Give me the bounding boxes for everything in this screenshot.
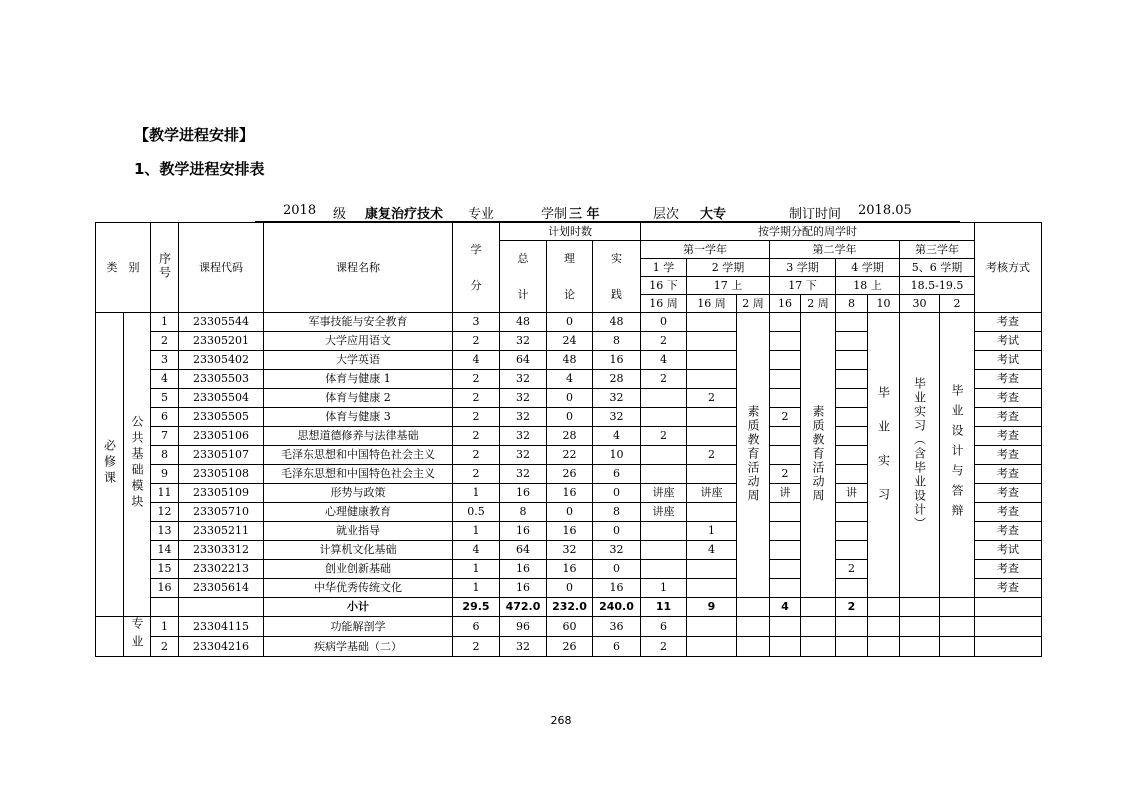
cell-sem3 bbox=[770, 560, 801, 579]
cell-code: 23304216 bbox=[179, 637, 264, 657]
cell-code: 23304115 bbox=[179, 617, 264, 637]
cell-exam: 考试 bbox=[975, 541, 1042, 560]
subtotal-exam bbox=[975, 598, 1042, 617]
cell-seq: 12 bbox=[151, 503, 179, 522]
cell-practice: 32 bbox=[593, 541, 641, 560]
cell-exam: 考查 bbox=[975, 408, 1042, 427]
cell-sem4 bbox=[836, 427, 868, 446]
subtotal-sem1: 11 bbox=[641, 598, 687, 617]
cell-credit: 0.5 bbox=[453, 503, 500, 522]
cell-name: 疾病学基础（二） bbox=[264, 637, 453, 657]
cell-code: 23305201 bbox=[179, 332, 264, 351]
cell-empty bbox=[900, 617, 940, 637]
cell-seq: 13 bbox=[151, 522, 179, 541]
cell-seq: 16 bbox=[151, 579, 179, 598]
header-term1: 16 下 bbox=[641, 277, 687, 295]
cell-code: 23305503 bbox=[179, 370, 264, 389]
cell-sem4 bbox=[836, 332, 868, 351]
cell-name: 毛泽东思想和中国特色社会主义 bbox=[264, 446, 453, 465]
cell-exam: 考试 bbox=[975, 332, 1042, 351]
cell-theory: 26 bbox=[547, 637, 593, 657]
group-required: 必修课 bbox=[96, 313, 124, 617]
header-practice: 实 践 bbox=[593, 241, 641, 313]
cell-empty bbox=[737, 637, 770, 657]
cell-sem1: 1 bbox=[641, 579, 687, 598]
cell-code: 23305211 bbox=[179, 522, 264, 541]
info-system: 三 年 bbox=[569, 207, 600, 222]
header-term4: 18 上 bbox=[836, 277, 900, 295]
info-year: 2018 bbox=[283, 203, 317, 218]
cell-seq: 9 bbox=[151, 465, 179, 484]
cell-name: 大学英语 bbox=[264, 351, 453, 370]
info-system-label: 学制 bbox=[541, 207, 568, 222]
cell-theory: 60 bbox=[547, 617, 593, 637]
header-sem2: 2 学期 bbox=[687, 259, 770, 277]
cell-sem3 bbox=[770, 313, 801, 332]
cell-sem4 bbox=[836, 465, 868, 484]
cell-seq: 14 bbox=[151, 541, 179, 560]
cell-empty bbox=[900, 637, 940, 657]
cell-sem4 bbox=[836, 579, 868, 598]
cell-credit: 6 bbox=[453, 617, 500, 637]
cell-code: 23305107 bbox=[179, 446, 264, 465]
cell-empty bbox=[940, 617, 975, 637]
cell-total: 32 bbox=[500, 446, 547, 465]
info-level: 大专 bbox=[700, 207, 727, 222]
cell-seq: 3 bbox=[151, 351, 179, 370]
header-year2: 第二学年 bbox=[770, 241, 900, 259]
cell-sem2 bbox=[687, 332, 737, 351]
info-level-label: 层次 bbox=[653, 207, 680, 222]
table-info-line bbox=[255, 203, 960, 222]
cell-sem4 bbox=[836, 313, 868, 332]
cell-practice: 4 bbox=[593, 427, 641, 446]
cell-name: 体育与健康 1 bbox=[264, 370, 453, 389]
cell-practice: 48 bbox=[593, 313, 641, 332]
cell-empty bbox=[801, 637, 836, 657]
cell-practice: 32 bbox=[593, 408, 641, 427]
subtotal-practice: 240.0 bbox=[593, 598, 641, 617]
cell-credit: 2 bbox=[453, 408, 500, 427]
cell-sem2 bbox=[687, 465, 737, 484]
cell-sem2 bbox=[687, 370, 737, 389]
group-public-basic: 公共基础模块 bbox=[124, 313, 151, 617]
cell-practice: 36 bbox=[593, 617, 641, 637]
cell-empty bbox=[801, 617, 836, 637]
cell-sem1: 2 bbox=[641, 427, 687, 446]
cell-exam: 考查 bbox=[975, 484, 1042, 503]
cell-credit: 2 bbox=[453, 465, 500, 484]
subtotal-sem4: 2 bbox=[836, 598, 868, 617]
info-major-label: 专业 bbox=[468, 207, 495, 222]
cell-credit: 2 bbox=[453, 637, 500, 657]
cell-seq: 7 bbox=[151, 427, 179, 446]
cell-sem1: 讲座 bbox=[641, 503, 687, 522]
cell-credit: 2 bbox=[453, 332, 500, 351]
cell-total: 32 bbox=[500, 389, 547, 408]
cell-theory: 22 bbox=[547, 446, 593, 465]
cell-code: 23305402 bbox=[179, 351, 264, 370]
subtotal-blank bbox=[900, 598, 940, 617]
cell-sem1: 2 bbox=[641, 370, 687, 389]
header-term5: 18.5-19.5 bbox=[900, 277, 975, 295]
cell-code: 23305505 bbox=[179, 408, 264, 427]
cell-sem1 bbox=[641, 560, 687, 579]
cell-practice: 28 bbox=[593, 370, 641, 389]
table-row bbox=[96, 637, 1042, 657]
cell-empty bbox=[687, 637, 737, 657]
cell-name: 思想道德修养与法律基础 bbox=[264, 427, 453, 446]
cell-credit: 2 bbox=[453, 389, 500, 408]
header-credit: 学 分 bbox=[453, 223, 500, 313]
cell-credit: 4 bbox=[453, 541, 500, 560]
header-term2: 17 上 bbox=[687, 277, 770, 295]
cell-credit: 3 bbox=[453, 313, 500, 332]
cell-sem1 bbox=[641, 465, 687, 484]
cell-code: 23305108 bbox=[179, 465, 264, 484]
cell-total: 16 bbox=[500, 560, 547, 579]
cell-exam: 考查 bbox=[975, 465, 1042, 484]
cell-sem3 bbox=[770, 522, 801, 541]
cell-total: 64 bbox=[500, 541, 547, 560]
cell-code: 23303312 bbox=[179, 541, 264, 560]
cell-sem2 bbox=[687, 313, 737, 332]
subtotal-label: 小计 bbox=[264, 598, 453, 617]
cell-empty bbox=[940, 637, 975, 657]
cell-sem2 bbox=[687, 579, 737, 598]
cell-seq: 2 bbox=[151, 332, 179, 351]
cell-practice: 0 bbox=[593, 560, 641, 579]
cell-credit: 2 bbox=[453, 446, 500, 465]
cell-empty bbox=[975, 617, 1042, 637]
cell-seq: 4 bbox=[151, 370, 179, 389]
cell-sem2: 1 bbox=[687, 522, 737, 541]
cell-name: 大学应用语文 bbox=[264, 332, 453, 351]
cell-theory: 16 bbox=[547, 522, 593, 541]
cell-sem4 bbox=[836, 370, 868, 389]
cell-seq: 8 bbox=[151, 446, 179, 465]
subtotal-theory: 232.0 bbox=[547, 598, 593, 617]
cell-practice: 0 bbox=[593, 522, 641, 541]
cell-sem2 bbox=[687, 503, 737, 522]
header-year1: 第一学年 bbox=[641, 241, 770, 259]
cell-empty bbox=[975, 637, 1042, 657]
cell-sem1: 0 bbox=[641, 313, 687, 332]
cell-exam: 考查 bbox=[975, 560, 1042, 579]
cell-sem1 bbox=[641, 446, 687, 465]
header-category: 类 别 bbox=[96, 223, 151, 313]
cell-exam: 考试 bbox=[975, 351, 1042, 370]
cell-sem2: 2 bbox=[687, 446, 737, 465]
header-sem1: 1 学 bbox=[641, 259, 687, 277]
table-heading: 1、教学进程安排表 bbox=[134, 160, 265, 178]
cell-sem3 bbox=[770, 332, 801, 351]
cell-practice: 6 bbox=[593, 465, 641, 484]
cell-sem4 bbox=[836, 408, 868, 427]
cell-name: 中华优秀传统文化 bbox=[264, 579, 453, 598]
cell-name: 创业创新基础 bbox=[264, 560, 453, 579]
cell-credit: 1 bbox=[453, 560, 500, 579]
cell-theory: 0 bbox=[547, 313, 593, 332]
cell-sem3: 讲 bbox=[770, 484, 801, 503]
cell-theory: 0 bbox=[547, 503, 593, 522]
cell-credit: 2 bbox=[453, 427, 500, 446]
subtotal-blank bbox=[801, 598, 836, 617]
cell-exam: 考查 bbox=[975, 579, 1042, 598]
cell-exam: 考查 bbox=[975, 370, 1042, 389]
cell-sem3 bbox=[770, 541, 801, 560]
header-sem3: 3 学期 bbox=[770, 259, 836, 277]
cell-sem4 bbox=[836, 503, 868, 522]
info-date-label: 制订时间 bbox=[789, 207, 842, 222]
cell-sem4 bbox=[836, 522, 868, 541]
cell-empty bbox=[687, 617, 737, 637]
cell-seq: 1 bbox=[151, 313, 179, 332]
cell-seq: 2 bbox=[151, 637, 179, 657]
cell-credit: 1 bbox=[453, 579, 500, 598]
cell-sem4: 2 bbox=[836, 560, 868, 579]
cell-practice: 16 bbox=[593, 579, 641, 598]
cell-theory: 0 bbox=[547, 389, 593, 408]
cell-sem3 bbox=[770, 389, 801, 408]
cell-code: 23305504 bbox=[179, 389, 264, 408]
header-plan-hours: 计划时数 bbox=[500, 223, 641, 241]
cell-total: 32 bbox=[500, 637, 547, 657]
header-sem56: 5、6 学期 bbox=[900, 259, 975, 277]
cell-sem1: 讲座 bbox=[641, 484, 687, 503]
cell-theory: 0 bbox=[547, 579, 593, 598]
header-weeks8: 30 bbox=[900, 295, 940, 313]
cell-total: 64 bbox=[500, 351, 547, 370]
cell-sem1 bbox=[641, 541, 687, 560]
cell-empty bbox=[836, 617, 868, 637]
header-weeks5: 2 周 bbox=[801, 295, 836, 313]
cell-sem3 bbox=[770, 579, 801, 598]
cell-sem3 bbox=[770, 351, 801, 370]
header-total: 总 计 bbox=[500, 241, 547, 313]
cell-exam: 考查 bbox=[975, 313, 1042, 332]
header-weeks4: 16 bbox=[770, 295, 801, 313]
cell-total: 48 bbox=[500, 313, 547, 332]
cell-name: 就业指导 bbox=[264, 522, 453, 541]
table-row bbox=[96, 313, 1042, 332]
cell-sem1 bbox=[641, 522, 687, 541]
cell-sem1 bbox=[641, 389, 687, 408]
header-weeks1: 16 周 bbox=[641, 295, 687, 313]
cell-exam: 考查 bbox=[975, 446, 1042, 465]
subtotal-total: 472.0 bbox=[500, 598, 547, 617]
subtotal-blank bbox=[737, 598, 770, 617]
cell-sem2 bbox=[687, 560, 737, 579]
cell-theory: 0 bbox=[547, 408, 593, 427]
cell-code: 23305544 bbox=[179, 313, 264, 332]
cell-name: 毛泽东思想和中国特色社会主义 bbox=[264, 465, 453, 484]
cell-seq: 5 bbox=[151, 389, 179, 408]
cell-code: 23305710 bbox=[179, 503, 264, 522]
cell-practice: 0 bbox=[593, 484, 641, 503]
cell-sem4: 讲 bbox=[836, 484, 868, 503]
cell-practice: 8 bbox=[593, 332, 641, 351]
header-term3: 17 下 bbox=[770, 277, 836, 295]
header-course-code: 课程代码 bbox=[179, 223, 264, 313]
cell-total: 96 bbox=[500, 617, 547, 637]
group-required-cont bbox=[96, 617, 124, 657]
cell-sem3 bbox=[770, 503, 801, 522]
cell-sem1: 2 bbox=[641, 637, 687, 657]
header-theory: 理 论 bbox=[547, 241, 593, 313]
cell-total: 32 bbox=[500, 370, 547, 389]
subtotal-credit: 29.5 bbox=[453, 598, 500, 617]
cell-code: 23305109 bbox=[179, 484, 264, 503]
cell-practice: 6 bbox=[593, 637, 641, 657]
cell-practice: 8 bbox=[593, 503, 641, 522]
header-weeks2: 16 周 bbox=[687, 295, 737, 313]
cell-sem2: 2 bbox=[687, 389, 737, 408]
subtotal-row bbox=[96, 598, 1042, 617]
cell-code: 23305614 bbox=[179, 579, 264, 598]
cell-empty bbox=[868, 637, 900, 657]
cell-total: 32 bbox=[500, 408, 547, 427]
cell-exam: 考查 bbox=[975, 427, 1042, 446]
cell-sem4 bbox=[836, 389, 868, 408]
header-seq: 序号 bbox=[151, 223, 179, 313]
cell-sem3 bbox=[770, 427, 801, 446]
info-date: 2018.05 bbox=[858, 203, 912, 218]
cell-theory: 48 bbox=[547, 351, 593, 370]
cell-sem1 bbox=[641, 408, 687, 427]
cell-sem3: 2 bbox=[770, 408, 801, 427]
subtotal-sem3: 4 bbox=[770, 598, 801, 617]
cell-theory: 4 bbox=[547, 370, 593, 389]
cell-name: 功能解剖学 bbox=[264, 617, 453, 637]
cell-exam: 考查 bbox=[975, 522, 1042, 541]
cell-credit: 4 bbox=[453, 351, 500, 370]
cell-seq: 15 bbox=[151, 560, 179, 579]
cell-exam: 考查 bbox=[975, 503, 1042, 522]
cell-sem4 bbox=[836, 446, 868, 465]
section-heading: 【教学进程安排】 bbox=[134, 126, 255, 144]
cell-code: 23302213 bbox=[179, 560, 264, 579]
cell-practice: 10 bbox=[593, 446, 641, 465]
cell-theory: 24 bbox=[547, 332, 593, 351]
cell-empty bbox=[868, 617, 900, 637]
header-weeks3: 2 周 bbox=[737, 295, 770, 313]
cell-total: 8 bbox=[500, 503, 547, 522]
group-graduation-practice: 毕业实习 bbox=[868, 313, 900, 598]
cell-total: 32 bbox=[500, 332, 547, 351]
page-number: 268 bbox=[550, 714, 572, 727]
subtotal-blank bbox=[868, 598, 900, 617]
table-row bbox=[96, 617, 1042, 637]
cell-sem2 bbox=[687, 427, 737, 446]
cell-theory: 28 bbox=[547, 427, 593, 446]
cell-name: 体育与健康 3 bbox=[264, 408, 453, 427]
cell-credit: 1 bbox=[453, 484, 500, 503]
cell-code: 23305106 bbox=[179, 427, 264, 446]
cell-theory: 16 bbox=[547, 484, 593, 503]
cell-credit: 1 bbox=[453, 522, 500, 541]
cell-total: 32 bbox=[500, 427, 547, 446]
cell-theory: 26 bbox=[547, 465, 593, 484]
cell-theory: 16 bbox=[547, 560, 593, 579]
cell-empty bbox=[770, 617, 801, 637]
cell-sem1: 6 bbox=[641, 617, 687, 637]
header-year3: 第三学年 bbox=[900, 241, 975, 259]
info-grade-label: 级 bbox=[333, 207, 347, 222]
cell-theory: 32 bbox=[547, 541, 593, 560]
cell-total: 16 bbox=[500, 484, 547, 503]
cell-sem4 bbox=[836, 351, 868, 370]
cell-name: 形势与政策 bbox=[264, 484, 453, 503]
cell-sem2 bbox=[687, 408, 737, 427]
cell-name: 计算机文化基础 bbox=[264, 541, 453, 560]
cell-exam: 考查 bbox=[975, 389, 1042, 408]
header-weeks7: 10 bbox=[868, 295, 900, 313]
cell-sem3: 2 bbox=[770, 465, 801, 484]
cell-empty bbox=[770, 637, 801, 657]
cell-credit: 2 bbox=[453, 370, 500, 389]
header-weekly-hours: 按学期分配的周学时 bbox=[641, 223, 975, 241]
cell-sem1: 2 bbox=[641, 332, 687, 351]
header-sem4: 4 学期 bbox=[836, 259, 900, 277]
cell-seq: 11 bbox=[151, 484, 179, 503]
cell-name: 军事技能与安全教育 bbox=[264, 313, 453, 332]
cell-seq: 1 bbox=[151, 617, 179, 637]
group-activity-week-1: 素质教育活动周 bbox=[737, 313, 770, 598]
subtotal-blank bbox=[940, 598, 975, 617]
cell-sem2: 讲座 bbox=[687, 484, 737, 503]
teaching-schedule-table bbox=[95, 222, 1042, 657]
cell-empty bbox=[737, 617, 770, 637]
cell-sem2: 4 bbox=[687, 541, 737, 560]
cell-empty bbox=[836, 637, 868, 657]
group-activity-week-2: 素质教育活动周 bbox=[801, 313, 836, 598]
cell-total: 16 bbox=[500, 522, 547, 541]
cell-sem1: 4 bbox=[641, 351, 687, 370]
group-thesis: 毕业设计与答辩 bbox=[940, 313, 975, 598]
cell-seq: 6 bbox=[151, 408, 179, 427]
cell-code bbox=[179, 598, 264, 617]
group-internship: 毕业实习（含毕业设计） bbox=[900, 313, 940, 598]
cell-sem3 bbox=[770, 370, 801, 389]
cell-practice: 16 bbox=[593, 351, 641, 370]
cell-sem3 bbox=[770, 446, 801, 465]
cell-total: 32 bbox=[500, 465, 547, 484]
subtotal-sem2: 9 bbox=[687, 598, 737, 617]
cell-name: 体育与健康 2 bbox=[264, 389, 453, 408]
header-course-name: 课程名称 bbox=[264, 223, 453, 313]
cell-practice: 32 bbox=[593, 389, 641, 408]
cell-seq bbox=[151, 598, 179, 617]
info-major: 康复治疗技术 bbox=[365, 207, 444, 222]
cell-name: 心理健康教育 bbox=[264, 503, 453, 522]
group-major: 专业 bbox=[124, 617, 151, 657]
header-exam: 考核方式 bbox=[975, 223, 1042, 313]
cell-total: 16 bbox=[500, 579, 547, 598]
cell-sem2 bbox=[687, 351, 737, 370]
header-weeks9: 2 bbox=[940, 295, 975, 313]
header-weeks6: 8 bbox=[836, 295, 868, 313]
cell-sem4 bbox=[836, 541, 868, 560]
